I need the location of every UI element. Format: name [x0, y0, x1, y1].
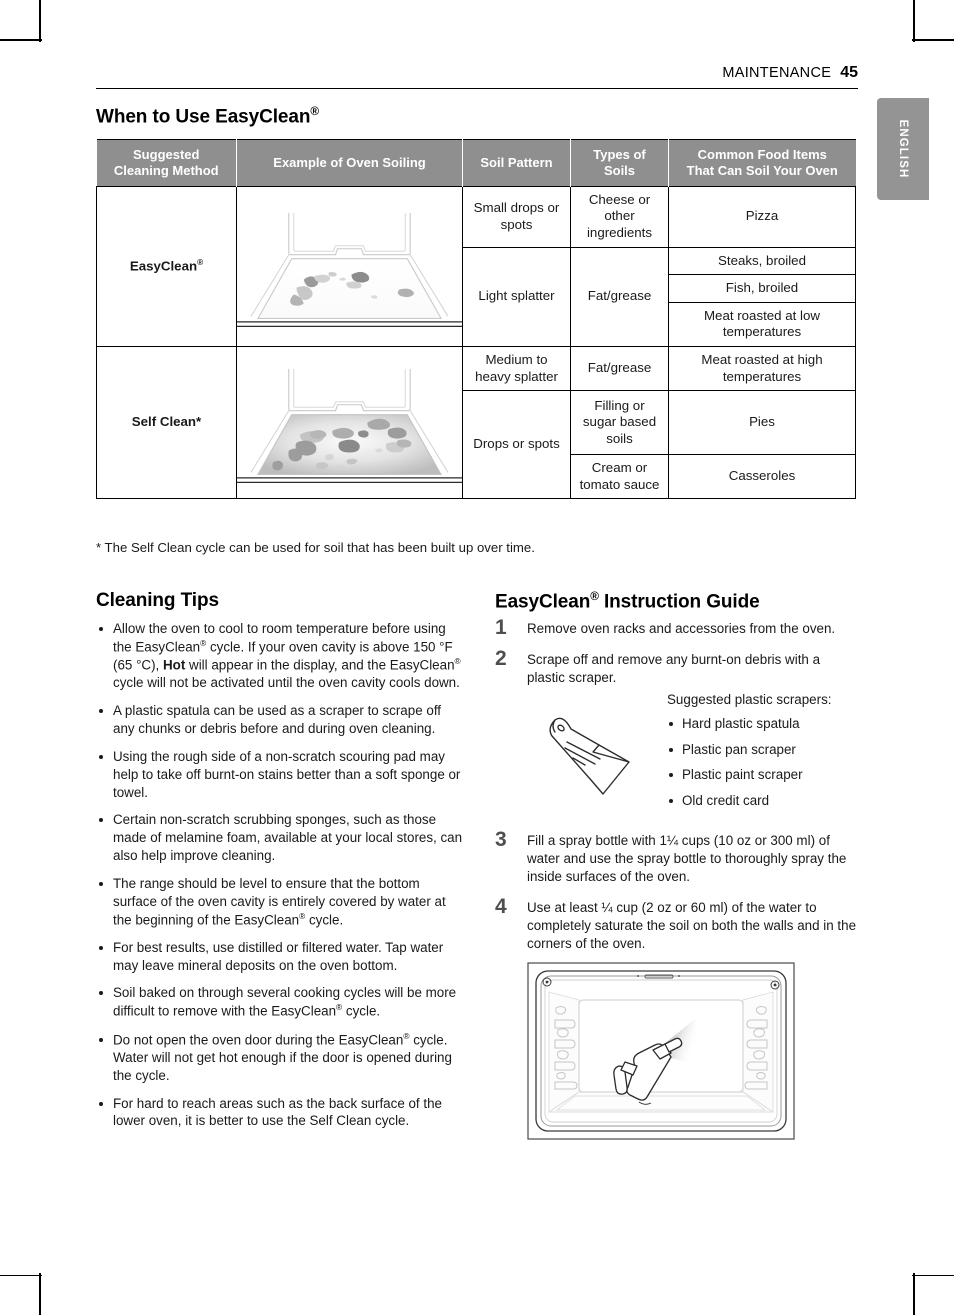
crop-mark-bottom-right-vertical	[913, 1273, 915, 1315]
cell-common-food-items: Fish, broiled	[669, 275, 856, 303]
crop-mark-bottom-left-horizontal	[0, 1275, 42, 1277]
language-side-tab	[877, 98, 929, 200]
tip-text-run: Certain non-scratch scrubbing sponges, such as those made of melamine foam, available at your local stores, can also help improve cleaning.	[113, 812, 463, 864]
step-text: Scrape off and remove any burnt-on debris with a plastic scraper.	[527, 651, 821, 685]
tip-text-run: will appear in the display, and the EasyClean	[185, 657, 455, 673]
heavy-soiled-oven-illustration	[237, 347, 462, 498]
step-text: Fill a spray bottle with 1¼ cups (10 oz or 300 ml) of water and use the spray bottle to thoroughly spray the inside surfaces of the oven.	[527, 833, 847, 885]
crop-mark-bottom-left-vertical	[39, 1273, 41, 1315]
cleaning-tip-item	[96, 1031, 466, 1085]
cleaning-tip-item	[96, 875, 466, 929]
cleaning-method-label: EasyClean	[129, 258, 198, 274]
cell-common-food-items: Steaks, broiled	[669, 247, 856, 275]
suggested-scrapers-block	[537, 692, 860, 819]
table-row	[97, 186, 856, 247]
cleaning-tip-item	[96, 1095, 466, 1131]
col-header-types-of-soils	[571, 140, 669, 187]
col-header-soil-pattern	[463, 140, 571, 187]
cell-common-food-items: Pizza	[669, 186, 856, 247]
instruction-guide-title-text: EasyClean	[495, 591, 591, 613]
col-header-line-2: Soils	[603, 162, 636, 178]
crop-mark-top-left-horizontal	[0, 39, 42, 41]
registered-mark-icon: ®	[310, 105, 319, 118]
suggested-scrapers-list	[667, 715, 860, 809]
registered-mark-icon: ®	[336, 1002, 343, 1013]
cleaning-tips-list	[96, 620, 466, 1130]
cell-types-of-soils: Cream or tomato sauce	[571, 455, 669, 499]
col-header-line-1: Example of Oven Soiling	[273, 154, 426, 170]
cell-figure-heavy-soiled-oven	[237, 346, 463, 498]
crop-mark-top-right-horizontal	[912, 39, 954, 41]
crop-mark-top-left-vertical	[39, 0, 41, 42]
section-title-instruction-guide	[495, 590, 760, 613]
tip-text-run: cycle will not be activated until the oven cavity cools down.	[113, 675, 460, 691]
cell-figure-light-soiled-oven	[237, 186, 463, 346]
cleaning-tip-item	[96, 620, 466, 692]
cleaning-tip-item	[96, 811, 466, 864]
crop-mark-bottom-right-horizontal	[912, 1275, 954, 1277]
scraper-list-item: Plastic paint scraper	[667, 766, 860, 783]
col-header-line-1: Common Food Items	[697, 147, 827, 162]
col-header-line-1: Suggested	[133, 147, 200, 162]
running-header-section: MAINTENANCE	[722, 65, 832, 81]
cell-cleaning-method-self-clean: Self Clean*	[97, 346, 237, 498]
section-title-cleaning-tips: Cleaning Tips	[96, 590, 219, 611]
light-soiled-oven-illustration	[237, 191, 462, 342]
suggested-scrapers-label: Suggested plastic scrapers:	[667, 692, 832, 708]
scraper-figure-wrap	[537, 692, 659, 819]
instruction-step-1	[495, 616, 860, 639]
cell-common-food-items: Meat roasted at high temperatures	[669, 346, 856, 390]
table-footnote: * The Self Clean cycle can be used for soil that has been built up over time.	[96, 540, 535, 555]
instruction-guide-title-rest: Instruction Guide	[598, 591, 760, 613]
cell-cleaning-method-easyclean	[97, 186, 237, 346]
emphasis-text: Hot	[163, 657, 186, 673]
step-text: Use at least ¼ cup (2 oz or 60 ml) of the water to completely saturate the soil on both the walls and in the corners of the oven.	[527, 899, 857, 951]
registered-mark-icon: ®	[200, 637, 207, 648]
tip-text-run: cycle.	[342, 1003, 381, 1019]
tip-text-run: Soil baked on through several cooking cycles will be more difficult to remove with the EasyClean	[113, 985, 457, 1019]
step-text: Remove oven racks and accessories from the oven.	[527, 621, 836, 636]
tip-text-run: Do not open the oven door during the EasyClean	[113, 1032, 404, 1048]
tip-text-run: cycle. Water will not get hot enough if the door is opened during the cycle.	[113, 1032, 452, 1083]
instruction-step-3	[495, 828, 860, 885]
cell-types-of-soils: Fat/grease	[571, 247, 669, 346]
step-number: 4	[495, 894, 507, 918]
scraper-list-wrap	[659, 692, 860, 817]
registered-mark-icon: ®	[403, 1030, 410, 1041]
step-number: 2	[495, 646, 507, 670]
cell-soil-pattern: Drops or spots	[463, 391, 571, 499]
crop-mark-top-right-vertical	[913, 0, 915, 42]
instruction-guide-column	[495, 616, 860, 1153]
cell-common-food-items: Pies	[669, 391, 856, 455]
scraper-list-item: Hard plastic spatula	[667, 715, 860, 732]
cell-types-of-soils: Cheese or other ingredients	[571, 186, 669, 247]
cell-common-food-items: Casseroles	[669, 455, 856, 499]
instruction-step-4	[495, 894, 860, 1140]
col-header-line-2: That Can Soil Your Oven	[686, 162, 838, 178]
cell-soil-pattern: Medium to heavy splatter	[463, 346, 571, 390]
language-side-tab-label: ENGLISH	[897, 119, 909, 179]
col-header-suggested-cleaning-method	[97, 140, 237, 187]
soil-guidance-table	[96, 139, 856, 499]
cell-soil-pattern: Light splatter	[463, 247, 571, 346]
cell-types-of-soils: Fat/grease	[571, 346, 669, 390]
instruction-step-2	[495, 646, 860, 820]
page-title-when-to-use	[96, 105, 319, 128]
tip-text-run: The range should be level to ensure that the bottom surface of the oven cavity is entirely covered by water at the beginning of the EasyClean	[113, 875, 446, 927]
cell-types-of-soils: Filling or sugar based soils	[571, 391, 669, 455]
cell-common-food-items: Meat roasted at low temperatures	[669, 302, 856, 346]
col-header-line-2: Cleaning Method	[113, 162, 219, 178]
registered-mark-icon: ®	[197, 257, 204, 267]
scraper-list-item: Plastic pan scraper	[667, 741, 860, 758]
cleaning-tip-item	[96, 748, 466, 801]
cleaning-tip-item	[96, 984, 466, 1020]
cleaning-tip-item	[96, 702, 466, 738]
cleaning-tip-item	[96, 939, 466, 975]
plastic-scraper-illustration	[537, 702, 657, 814]
running-header	[96, 64, 858, 89]
table-header-row	[97, 140, 856, 187]
tip-text-run: A plastic spatula can be used as a scraper to scrape off any chunks or debris before and during oven cleaning.	[113, 703, 442, 737]
oven-spray-bottle-illustration	[527, 962, 795, 1140]
registered-mark-icon: ®	[590, 590, 599, 603]
col-header-example-of-oven-soiling	[237, 140, 463, 187]
cleaning-tips-column	[96, 620, 466, 1140]
page-number: 45	[840, 64, 858, 81]
tip-text-run: For best results, use distilled or filtered water. Tap water may leave mineral deposits on the oven bottom.	[113, 939, 444, 973]
table-row	[97, 346, 856, 390]
scraper-list-item: Old credit card	[667, 792, 860, 809]
cell-soil-pattern: Small drops or spots	[463, 186, 571, 247]
step-number: 3	[495, 828, 507, 852]
tip-text-run: Allow the oven to cool to room temperature before using the EasyClean	[113, 621, 446, 655]
col-header-line-1: Types of	[593, 147, 646, 162]
tip-text-run: cycle. If your oven cavity is above 150 °F (65 °C),	[113, 639, 453, 673]
registered-mark-icon: ®	[454, 656, 461, 667]
tip-text-run: cycle.	[305, 912, 344, 927]
registered-mark-icon: ®	[299, 910, 306, 921]
col-header-line-1: Soil Pattern	[480, 154, 553, 170]
tip-text-run: For hard to reach areas such as the back surface of the lower oven, it is better to use the Self Clean cycle.	[113, 1095, 442, 1129]
step-number: 1	[495, 616, 507, 639]
tip-text-run: Using the rough side of a non-scratch scouring pad may help to take off burnt-on stains better than a soft sponge or towel.	[113, 748, 461, 800]
page-title-when-to-use-text: When to Use EasyClean	[96, 106, 311, 128]
col-header-common-food-items	[669, 140, 856, 187]
